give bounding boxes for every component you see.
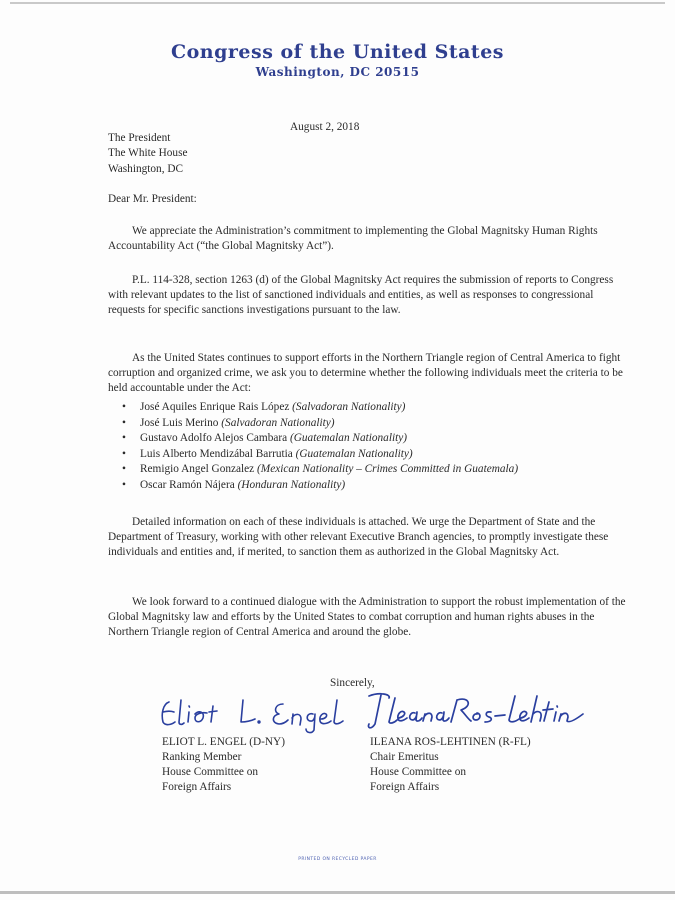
- individual-nationality: (Mexican Nationality – Crimes Committed in Guatemala): [257, 463, 519, 476]
- individual-name: José Luis Merino: [140, 416, 219, 429]
- signer-committee: House Committee on: [162, 766, 259, 778]
- signer-committee: Foreign Affairs: [162, 781, 232, 793]
- closing: Sincerely,: [330, 677, 375, 689]
- paragraph: [108, 273, 628, 318]
- individual-name: Oscar Ramón Nájera: [140, 478, 235, 491]
- individual-nationality: (Honduran Nationality): [237, 478, 346, 491]
- bullet-icon: •: [122, 447, 126, 460]
- letter-date: August 2, 2018: [290, 121, 360, 133]
- paragraph-text: Detailed information on each of these individuals is attached. We urge the Department of State and the Department of Treasury, working with other relevant Executive Branch agencies, to promptly investigate these individuals and entities and, if merited, to sanction them as authorized in the Global Magnitsky Act.: [108, 516, 609, 558]
- signer-name: ILEANA ROS-LEHTINEN (R-FL): [370, 736, 531, 748]
- letterhead: [0, 40, 675, 80]
- bullet-icon: •: [122, 416, 126, 429]
- paragraph-text: P.L. 114-328, section 1263 (d) of the Global Magnitsky Act requires the submission of reports to Congress with relevant updates to the list of sanctioned individuals and entities, as well as responses to congressional requests for specific sanctions investigations pursuant to the law.: [108, 274, 614, 316]
- individual-name: Remigio Angel Gonzalez: [140, 463, 255, 476]
- paragraph: [108, 351, 628, 396]
- paragraph-text: We look forward to a continued dialogue with the Administration to support the robust implementation of the Global Magnitsky law and efforts by the United States to combat corruption and human rights abuses in the Northern Triangle region of Central America and around the globe.: [108, 596, 626, 638]
- individual-name: José Aquiles Enrique Rais López: [140, 401, 290, 413]
- bullet-icon: •: [122, 432, 126, 445]
- bullet-icon: •: [122, 478, 126, 491]
- signer-role: Chair Emeritus: [370, 751, 439, 763]
- signer-committee: Foreign Affairs: [370, 781, 440, 793]
- paragraph-text: We appreciate the Administration’s commitment to implementing the Global Magnitsky Human Rights Accountability Act (“the Global Magnitsky Act”).: [108, 225, 598, 252]
- list-item: [122, 447, 518, 463]
- signer-role: Ranking Member: [162, 751, 242, 763]
- letterhead-title: Congress of the United States: [171, 41, 504, 63]
- signer-name: ELIOT L. ENGEL (D-NY): [162, 736, 285, 748]
- scan-top-edge: [10, 2, 665, 4]
- letterhead-subtitle: Washington, DC 20515: [255, 65, 420, 79]
- scan-bottom-edge: [0, 891, 675, 894]
- paragraph: [108, 224, 628, 254]
- signature-engel: [155, 692, 360, 734]
- recycled-paper-note: PRINTED ON RECYCLED PAPER: [298, 857, 377, 862]
- bullet-icon: •: [122, 463, 126, 476]
- paragraph: [108, 515, 628, 560]
- list-item: [122, 478, 518, 494]
- paragraph-text: As the United States continues to support efforts in the Northern Triangle region of Central America to fight corruption and organized crime, we ask you to determine whether the following individuals meet the criteria to be held accountable under the Act:: [108, 352, 623, 394]
- paragraph: [108, 595, 628, 640]
- individuals-list: [122, 400, 518, 494]
- address-line: The President: [108, 132, 171, 144]
- recipient-address: [108, 131, 187, 177]
- list-item: [122, 462, 518, 478]
- address-line: The White House: [108, 147, 188, 160]
- signer-block-ros-lehtinen: [370, 735, 531, 795]
- bullet-icon: •: [122, 401, 126, 413]
- list-item: [122, 431, 518, 447]
- salutation: Dear Mr. President:: [108, 193, 197, 205]
- signer-committee: House Committee on: [370, 766, 467, 778]
- list-item: [122, 416, 518, 432]
- list-item: [122, 400, 518, 416]
- individual-nationality: (Guatemalan Nationality): [289, 432, 408, 445]
- individual-name: Gustavo Adolfo Alejos Cambara: [140, 432, 288, 445]
- individual-nationality: (Guatemalan Nationality): [295, 447, 413, 460]
- address-line: Washington, DC: [108, 162, 184, 175]
- individual-nationality: (Salvadoran Nationality): [221, 416, 335, 429]
- individual-name: Luis Alberto Mendizábal Barrutia: [140, 447, 293, 460]
- signature-ros-lehtinen: [365, 688, 585, 736]
- signer-block-engel: [162, 735, 285, 795]
- individual-nationality: (Salvadoran Nationality): [292, 401, 406, 413]
